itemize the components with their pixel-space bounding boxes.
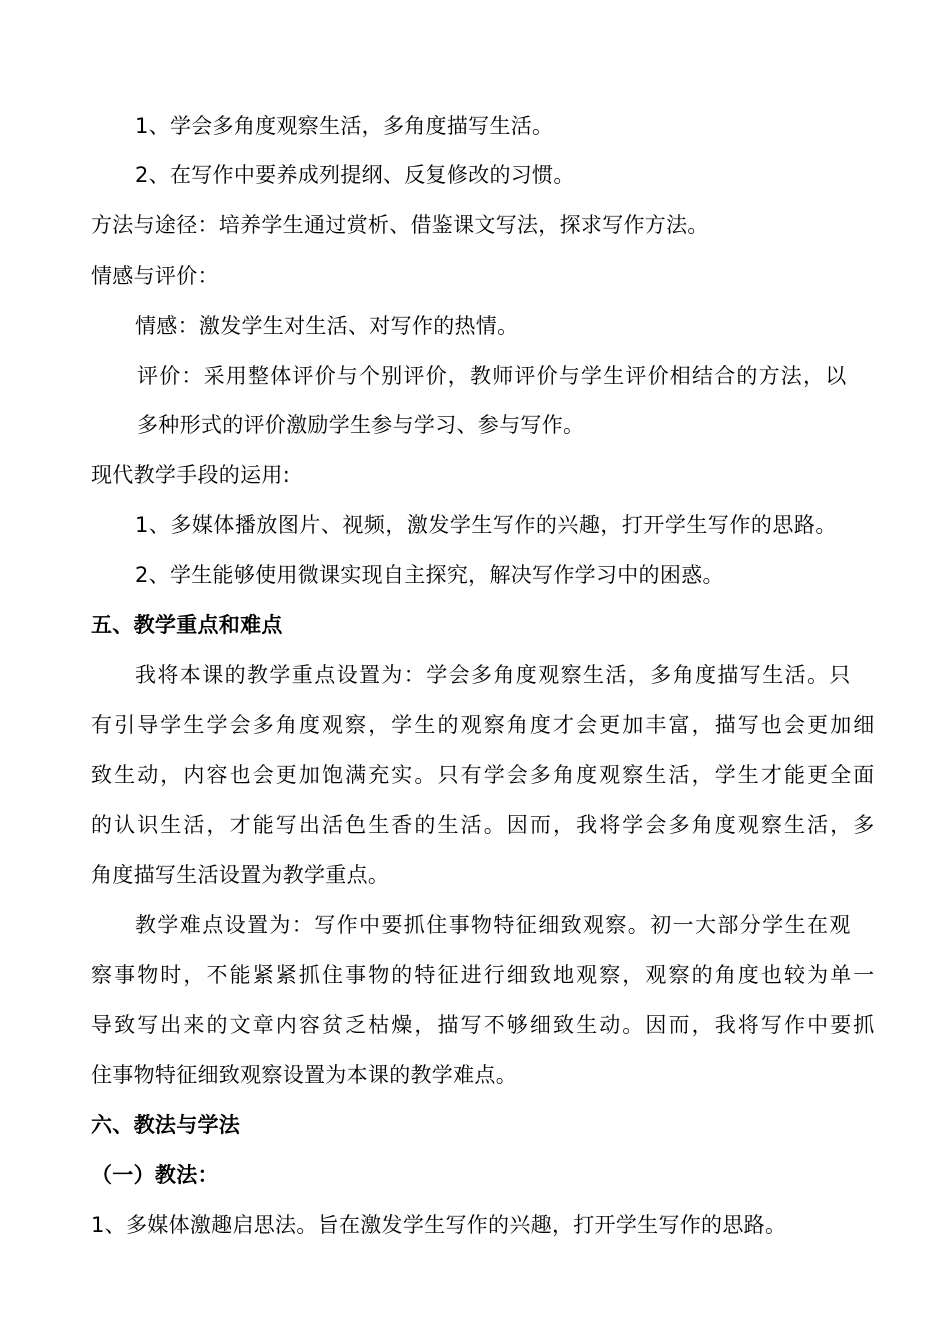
objective-item-1: 1、学会多角度观察生活，多角度描写生活。 [135, 114, 554, 138]
media-item-2: 2、学生能够使用微课实现自主探究，解决写作学习中的困惑。 [135, 563, 724, 587]
media-heading: 现代教学手段的运用: [91, 463, 291, 487]
focus-paragraph-line: 致生动，内容也会更加饱满充实。只有学会多角度观察生活，学生才能更全面 [91, 763, 877, 787]
methods-heading: 方法与途径：培养学生通过赏析、借鉴课文写法，探求写作方法。 [91, 213, 709, 237]
focus-paragraph-line: 有引导学生学会多角度观察，学生的观察角度才会更加丰富，描写也会更加细 [91, 713, 877, 737]
objective-item-2: 2、在写作中要养成列提纲、反复修改的习惯。 [135, 163, 575, 187]
section-heading-methods: 六、教法与学法 [91, 1113, 241, 1137]
difficulty-paragraph-line: 察事物时，不能紧紧抓住事物的特征进行细致地观察，观察的角度也较为单一 [91, 963, 877, 987]
emotion-evaluation-heading: 情感与评价： [91, 264, 219, 288]
focus-paragraph-line: 角度描写生活设置为教学重点。 [91, 863, 390, 887]
evaluation-text-line-2: 多种形式的评价激励学生参与学习、参与写作。 [137, 413, 585, 437]
focus-paragraph-line: 的认识生活，才能写出活色生香的生活。因而，我将学会多角度观察生活，多 [91, 813, 877, 837]
difficulty-paragraph-line: 住事物特征细致观察设置为本课的教学难点。 [91, 1063, 517, 1087]
subsection-heading-teaching-methods: （一）教法： [91, 1163, 219, 1187]
evaluation-text-line-1: 评价：采用整体评价与个别评价，教师评价与学生评价相结合的方法，以 [137, 364, 848, 388]
difficulty-paragraph-line: 教学难点设置为：写作中要抓住事物特征细致观察。初一大部分学生在观 [135, 913, 852, 937]
focus-paragraph-line: 我将本课的教学重点设置为：学会多角度观察生活，多角度描写生活。只 [135, 663, 852, 687]
teaching-method-item-1: 1、多媒体激趣启思法。旨在激发学生写作的兴趣，打开学生写作的思路。 [91, 1213, 787, 1237]
difficulty-paragraph-line: 导致写出来的文章内容贫乏枯燥，描写不够细致生动。因而，我将写作中要抓 [91, 1013, 877, 1037]
section-heading-focus-difficulty: 五、教学重点和难点 [91, 613, 283, 637]
emotion-text: 情感：激发学生对生活、对写作的热情。 [135, 314, 519, 338]
media-item-1: 1、多媒体播放图片、视频，激发学生写作的兴趣，打开学生写作的思路。 [135, 513, 837, 537]
